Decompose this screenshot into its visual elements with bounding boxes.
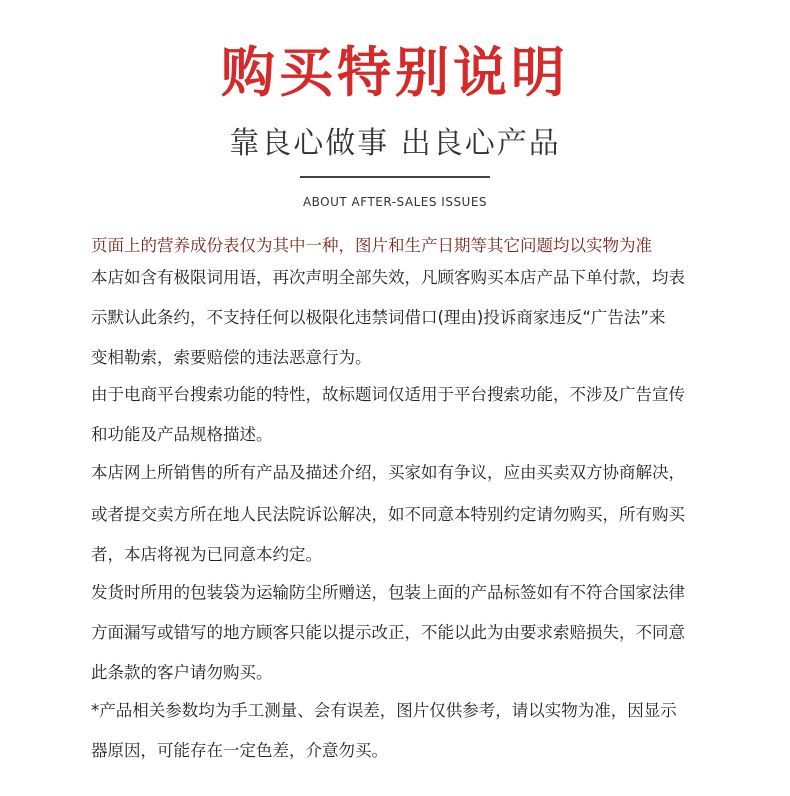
notice-line: 方面漏写或错写的地方顾客只能以提示改正，不能以此为由要求索赔损失，不同意 (91, 623, 685, 642)
notice-line: 本店如含有极限词用语，再次声明全部失效，凡顾客购买本店产品下单付款，均表 (91, 268, 685, 287)
notice-line: 此条款的客户请勿购买。 (91, 663, 273, 682)
title-divider (300, 176, 490, 178)
page-title: 购买特别说明 (221, 41, 569, 104)
notice-line: 由于电商平台搜索功能的特性，故标题词仅适用于平台搜索功能，不涉及广告宣传 (91, 385, 685, 404)
highlight-notice: 页面上的营养成份表仅为其中一种，图片和生产日期等其它问题均以实物为准 (91, 236, 652, 255)
notice-line: 和功能及产品规格描述。 (91, 425, 273, 444)
page-subtitle: 靠良心做事 出良心产品 (229, 126, 561, 161)
notice-line: 示默认此条约，不支持任何以极限化违禁词借口(理由)投诉商家违反“广告法”来 (91, 308, 666, 327)
notice-line: *产品相关参数均为手工测量、会有误差，图片仅供参考，请以实物为准，因显示 (91, 701, 677, 720)
notice-line: 本店网上所销售的所有产品及描述介绍，买家如有争议，应由买卖双方协商解决， (91, 463, 685, 482)
notice-line: 变相勒索，索要赔偿的违法恶意行为。 (91, 348, 372, 367)
notice-line: 或者提交卖方所在地人民法院诉讼解决，如不同意本特别约定请勿购买，所有购买 (91, 505, 685, 524)
notice-line: 者，本店将视为已同意本约定。 (91, 545, 322, 564)
notice-line: 器原因，可能存在一定色差，介意勿买。 (91, 741, 388, 760)
notice-line: 发货时所用的包装袋为运输防尘所赠送，包装上面的产品标签如有不符合国家法律 (91, 583, 685, 602)
about-label: ABOUT AFTER-SALES ISSUES (302, 195, 488, 209)
